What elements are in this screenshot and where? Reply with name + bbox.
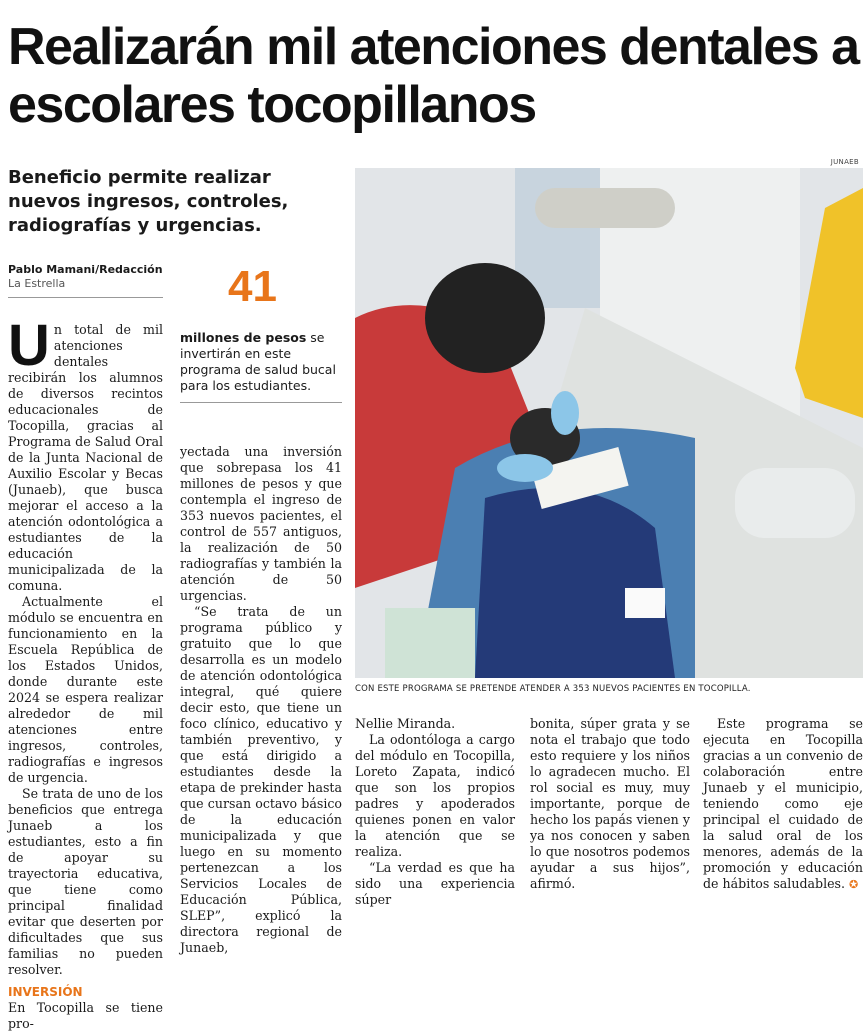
dental-clinic-photo bbox=[355, 168, 863, 678]
article-photo bbox=[355, 168, 863, 678]
paragraph: Se trata de uno de los beneficios que entrega Junaeb a los estudiantes, esto a fin de apoyar su trayectoria educativa, que tiene como principal finalidad evitar que deserten por dificultades que sus familias no pueden resolver. bbox=[8, 786, 163, 977]
article-column-4 bbox=[530, 716, 690, 892]
article-column-5 bbox=[703, 716, 863, 893]
end-mark-icon: ✪ bbox=[849, 878, 859, 891]
byline-author: Pablo Mamani/Redacción bbox=[8, 263, 163, 276]
callout-number: 41 bbox=[228, 262, 277, 311]
callout-text bbox=[180, 330, 342, 403]
paragraph: bonita, súper grata y se nota el trabajo que todo esto requiere y los niños lo agradecen mucho. El rol social es muy, muy importante, porque de hecho los papás vienen y ya nos conocen y saben lo que nosotros podemos ayudar a sus hijos”, afirmó. bbox=[530, 716, 690, 891]
paragraph: Actualmente el módulo se encuentra en funcionamiento en la Escuela República de los Estados Unidos, donde durante este 2024 se espera realizar alrededor de mil atenciones entre ingresos, controles, radiografías e ingresos de urgencia. bbox=[8, 594, 163, 785]
paragraph: “Se trata de un programa público y gratuito que lo que desarrolla es un modelo de atención odontológica integral, qué quiere decir esto, que tiene un foco clínico, educativo y también preventivo, y que está dirigido a estudiantes desde la etapa de prekinder hasta que cursan octavo básico de la educación municipalizada y que luego en su momento pertenezcan a los Servicios Locales de Educación Pública, SLEP”, explicó la directora regional de Junaeb, bbox=[180, 604, 342, 955]
byline bbox=[8, 263, 163, 298]
article-column-2 bbox=[180, 444, 342, 956]
callout-body: se invertirán en este programa de salud bucal para los estudiantes. bbox=[180, 330, 336, 393]
paragraph: La odontóloga a cargo del módulo en Tocopilla, Loreto Zapata, indicó que son los propios padres y apoderados quienes ponen en valor la atención que se realiza. bbox=[355, 732, 515, 859]
article-column-1 bbox=[8, 313, 163, 1032]
paragraph: En Tocopilla se tiene pro- bbox=[8, 1000, 163, 1031]
article-column-3 bbox=[355, 716, 515, 908]
byline-publication: La Estrella bbox=[8, 277, 66, 290]
section-label: INVERSIÓN bbox=[8, 985, 83, 999]
subhead: Beneficio permite realizar nuevos ingresos, controles, radiografías y urgencias. bbox=[8, 167, 289, 236]
paragraph: yectada una inversión que sobrepasa los 41 millones de pesos y que contempla el ingreso de 353 nuevos pacientes, el control de 557 antiguos, la realización de 50 radiografías y también la atención de 50 urgencias. bbox=[180, 444, 342, 603]
callout-bold: millones de pesos bbox=[180, 330, 307, 345]
photo-credit: JUNAEB bbox=[830, 158, 859, 166]
drop-cap: U bbox=[8, 313, 50, 378]
paragraph: n total de mil atenciones dentales recibirán los alumnos de diversos recintos educacionales de Tocopilla, gracias al Programa de Salud Oral de la Junta Nacional de Auxilio Escolar y Becas (Junaeb), que busca mejorar el acceso a la atención odontológica a estudiantes de la educación municipalizada de la comuna. bbox=[8, 322, 163, 593]
paragraph: Este programa se ejecuta en Tocopilla gracias a un convenio de colaboración entre Junaeb y el municipio, teniendo como eje principal el cuidado de la salud oral de los menores, además de la promoción y educación de hábitos saludables. bbox=[703, 716, 863, 891]
headline: Realizarán mil atenciones dentales a escolares tocopillanos bbox=[8, 18, 859, 134]
photo-caption: CON ESTE PROGRAMA SE PRETENDE ATENDER A 353 NUEVOS PACIENTES EN TOCOPILLA. bbox=[355, 684, 751, 694]
paragraph: Nellie Miranda. bbox=[355, 716, 456, 731]
paragraph: “La verdad es que ha sido una experiencia súper bbox=[355, 860, 515, 907]
